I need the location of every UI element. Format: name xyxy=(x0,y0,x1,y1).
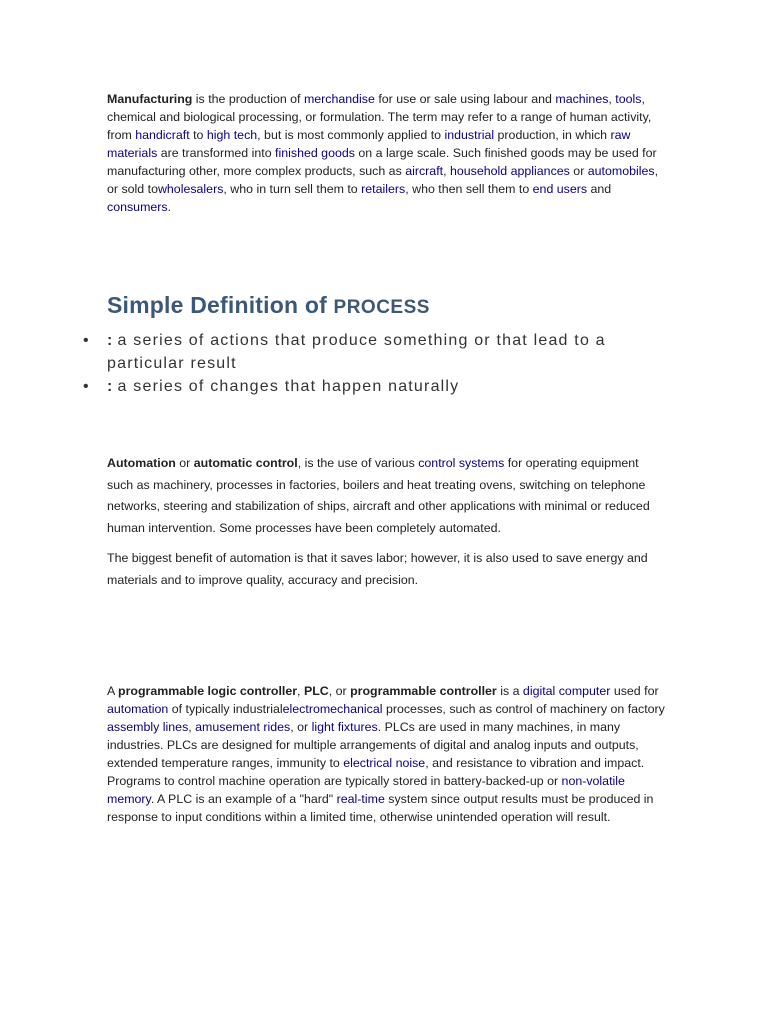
text-run: is the production of xyxy=(192,92,304,106)
text-run: and xyxy=(587,182,612,196)
text-run: , xyxy=(443,164,450,178)
link-finished-goods[interactable]: finished goods xyxy=(275,146,355,160)
link-retailers[interactable]: retailers xyxy=(361,182,406,196)
text-run: for operating equipment such as machinery, processes in factories, boilers and heat treating ovens, switching on telephone networks, steering and stabilization of ships, aircraft and other applications with minimal or reduced human intervention. Some processes have been completely automated. xyxy=(107,456,650,536)
text-run: , is the use of various xyxy=(297,456,419,470)
link-digital-computer[interactable]: digital computer xyxy=(522,684,611,698)
link-non-volatile-memory[interactable]: non-volatile memory xyxy=(107,774,625,806)
link-high-tech[interactable]: high tech xyxy=(206,128,258,142)
automation-paragraph xyxy=(107,453,667,540)
bullet-icon: • xyxy=(83,332,89,349)
link-wholesalers[interactable]: wholesalers xyxy=(157,182,224,196)
text-run: to xyxy=(189,128,207,142)
definition-colon: : xyxy=(107,332,114,349)
programmable-controller-term: programmable controller xyxy=(350,684,497,698)
text-run: , xyxy=(297,684,304,698)
text-run: on a large scale. Such finished goods may be used for manufacturing other, more complex products, such as xyxy=(107,146,657,178)
link-raw-materials[interactable]: raw materials xyxy=(107,128,631,160)
link-merchandise[interactable]: merchandise xyxy=(303,92,375,106)
text-run: , who in turn sell them to xyxy=(223,182,362,196)
manufacturing-paragraph xyxy=(107,90,667,216)
definition-text: a series of changes that happen naturally xyxy=(117,378,460,395)
link-industrial[interactable]: industrial xyxy=(444,128,495,142)
manufacturing-term: Manufacturing xyxy=(107,92,193,106)
plc-term: programmable logic controller xyxy=(118,684,298,698)
text-run: production, in which xyxy=(494,128,611,142)
text-run: , but is most commonly applied to xyxy=(257,128,445,142)
link-control-systems[interactable]: control systems xyxy=(418,456,505,470)
bullet-icon: • xyxy=(83,378,89,395)
automatic-control-term: automatic control xyxy=(193,456,298,470)
plc-paragraph xyxy=(107,682,667,826)
link-machines[interactable]: machines xyxy=(555,92,609,106)
plc-abbrev-term: PLC xyxy=(303,684,329,698)
link-electrical-noise[interactable]: electrical noise xyxy=(343,756,426,770)
text-run: used for xyxy=(610,684,659,698)
definition-list xyxy=(83,329,687,398)
heading-term: PROCESS xyxy=(333,297,430,318)
link-automation[interactable]: automation xyxy=(107,702,169,716)
text-run: for use or sale using labour and xyxy=(374,92,556,106)
link-electromechanical[interactable]: electromechanical xyxy=(282,702,383,716)
text-run: , or sold to xyxy=(107,164,659,196)
text-run: are transformed into xyxy=(157,146,276,160)
link-tools[interactable]: tools xyxy=(615,92,642,106)
text-run: or xyxy=(569,164,588,178)
text-run: . xyxy=(167,200,172,214)
text-run: processes, such as control of machinery on factory xyxy=(382,702,665,716)
text-run: , who then sell them to xyxy=(405,182,533,196)
automation-term: Automation xyxy=(107,456,176,470)
text-run: , and resistance to vibration and impact. Programs to control machine operation are typically stored in battery-backed-up or xyxy=(107,756,645,788)
link-consumers[interactable]: consumers xyxy=(107,200,168,214)
link-household-appliances[interactable]: household appliances xyxy=(449,164,570,178)
link-light-fixtures[interactable]: light fixtures xyxy=(311,720,378,734)
automation-benefit-paragraph: The biggest benefit of automation is that it saves labor; however, it is also used to save energy and materials and to improve quality, accuracy and precision. xyxy=(107,550,648,587)
automation-section xyxy=(107,453,667,599)
link-assembly-lines[interactable]: assembly lines xyxy=(107,720,189,734)
text-run: , or xyxy=(290,720,312,734)
text-run: , or xyxy=(328,684,351,698)
process-heading xyxy=(107,292,687,319)
link-real-time[interactable]: real-time xyxy=(336,792,385,806)
link-aircraft[interactable]: aircraft xyxy=(405,164,444,178)
definition-item xyxy=(83,375,687,398)
definition-item xyxy=(83,329,687,375)
process-definition-section xyxy=(83,292,687,398)
link-end-users[interactable]: end users xyxy=(532,182,588,196)
text-run: , xyxy=(188,720,196,734)
text-run: , xyxy=(608,92,616,106)
heading-text: Simple Definition of xyxy=(107,292,334,318)
definition-text: a series of actions that produce something or that lead to a particular result xyxy=(107,332,606,372)
text-run: , chemical and biological processing, or formulation. The term may refer to a range of human activity, from xyxy=(107,92,652,142)
text-run: . A PLC is an example of a "hard" xyxy=(150,792,337,806)
definition-colon: : xyxy=(107,378,114,395)
text-run: A xyxy=(107,684,119,698)
text-run: . PLCs are used in many machines, in many industries. PLCs are designed for multiple arrangements of digital and analog inputs and outputs, extended temperature ranges, immunity to xyxy=(107,720,639,770)
text-run: is a xyxy=(496,684,523,698)
link-handicraft[interactable]: handicraft xyxy=(135,128,190,142)
link-automobiles[interactable]: automobiles xyxy=(587,164,655,178)
text-run: or xyxy=(175,456,194,470)
link-amusement-rides[interactable]: amusement rides xyxy=(195,720,291,734)
text-run: of typically industrial xyxy=(168,702,283,716)
text-run: system since output results must be produced in response to input conditions within a limited time, otherwise unintended operation will result. xyxy=(107,792,654,824)
